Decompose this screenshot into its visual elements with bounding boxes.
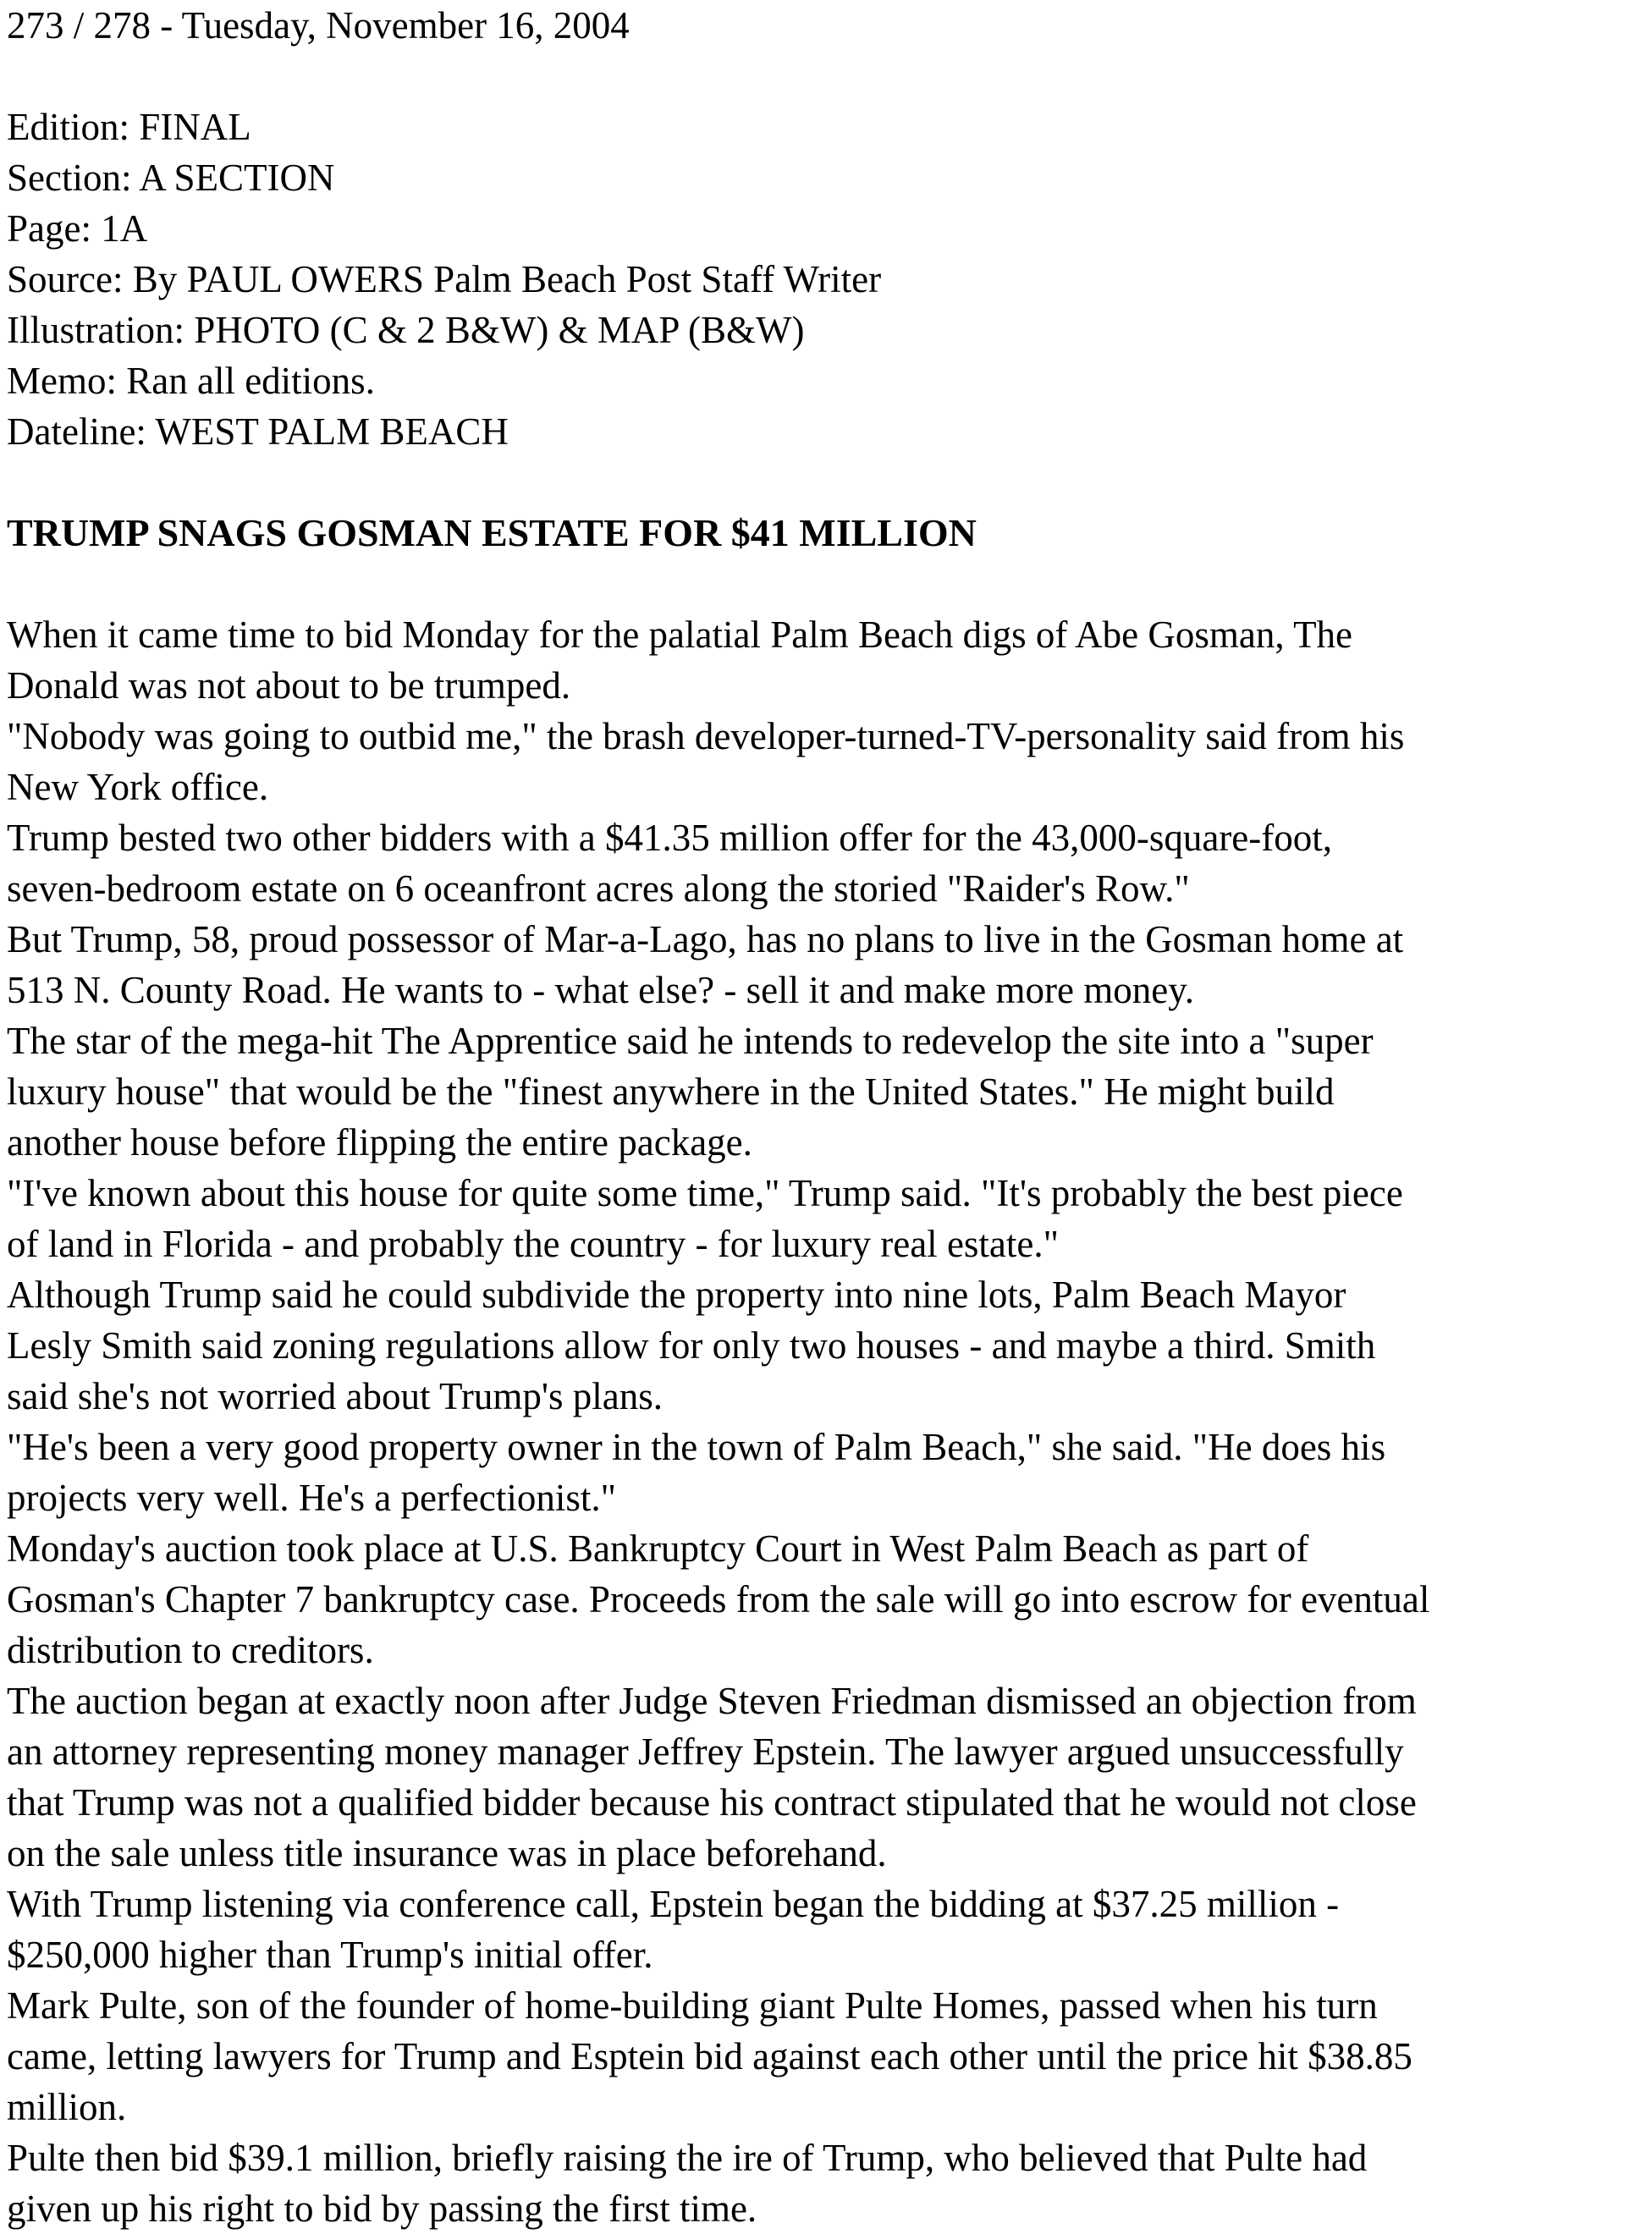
article-paragraph — [7, 609, 1649, 711]
article-paragraph — [7, 1980, 1649, 2132]
paragraph-line: given up his right to bid by passing the first time. — [7, 2187, 757, 2230]
paragraph-line: an attorney representing money manager Jeffrey Epstein. The lawyer argued unsuccessfully — [7, 1731, 1404, 1773]
article-paragraph — [7, 1523, 1649, 1676]
article-paragraph — [7, 711, 1649, 812]
paragraph-line: Monday's auction took place at U.S. Bankruptcy Court in West Palm Beach as part of — [7, 1527, 1309, 1570]
paragraph-line: distribution to creditors. — [7, 1629, 374, 1671]
paragraph-line: With Trump listening via conference call, Epstein began the bidding at $37.25 million - — [7, 1883, 1340, 1925]
paragraph-line: came, letting lawyers for Trump and Esptein bid against each other until the price hit $38.85 — [7, 2035, 1412, 2077]
paragraph-line: luxury house" that would be the "finest anywhere in the United States." He might build — [7, 1070, 1335, 1113]
paragraph-line: on the sale unless title insurance was in place beforehand. — [7, 1832, 887, 1874]
paragraph-line: Although Trump said he could subdivide the property into nine lots, Palm Beach Mayor — [7, 1274, 1346, 1316]
paragraph-line: that Trump was not a qualified bidder because his contract stipulated that he would not close — [7, 1781, 1417, 1824]
document-page — [7, 0, 1649, 2234]
paragraph-line: another house before flipping the entire package. — [7, 1121, 752, 1164]
section-line: Section: A SECTION — [7, 157, 335, 199]
paragraph-line: The star of the mega-hit The Apprentice said he intends to redevelop the site into a "super — [7, 1020, 1374, 1062]
article-paragraph — [7, 1168, 1649, 1269]
paragraph-line: $250,000 higher than Trump's initial offer. — [7, 1934, 653, 1976]
paragraph-line: When it came time to bid Monday for the palatial Palm Beach digs of Abe Gosman, The — [7, 614, 1353, 656]
article-paragraph — [7, 1015, 1649, 1168]
paragraph-line: Donald was not about to be trumped. — [7, 664, 571, 707]
article-paragraph — [7, 1422, 1649, 1523]
paragraph-line: "I've known about this house for quite some time," Trump said. "It's probably the best piece — [7, 1172, 1403, 1214]
article-paragraph — [7, 1269, 1649, 1422]
article-headline: TRUMP SNAGS GOSMAN ESTATE FOR $41 MILLION — [7, 511, 977, 554]
paragraph-line: But Trump, 58, proud possessor of Mar-a-Lago, has no plans to live in the Gosman home at — [7, 918, 1404, 960]
dateline-line: Dateline: WEST PALM BEACH — [7, 410, 509, 453]
paragraph-line: of land in Florida - and probably the country - for luxury real estate." — [7, 1223, 1059, 1265]
paragraph-line: Lesly Smith said zoning regulations allow for only two houses - and maybe a third. Smith — [7, 1324, 1376, 1367]
paragraph-line: New York office. — [7, 766, 269, 808]
paragraph-line: Trump bested two other bidders with a $41.35 million offer for the 43,000-square-foot, — [7, 817, 1332, 859]
paragraph-line: "He's been a very good property owner in the town of Palm Beach," she said. "He does his — [7, 1426, 1386, 1468]
paragraph-line: Mark Pulte, son of the founder of home-building giant Pulte Homes, passed when his turn — [7, 1984, 1378, 2027]
paragraph-line: The auction began at exactly noon after Judge Steven Friedman dismissed an objection from — [7, 1680, 1417, 1722]
illustration-line: Illustration: PHOTO (C & 2 B&W) & MAP (B&W) — [7, 309, 805, 351]
paragraph-line: Gosman's Chapter 7 bankruptcy case. Proceeds from the sale will go into escrow for eventual — [7, 1578, 1430, 1620]
paragraph-line: million. — [7, 2086, 127, 2128]
page-header: 273 / 278 - Tuesday, November 16, 2004 — [7, 4, 630, 47]
paragraph-line: 513 N. County Road. He wants to - what else? - sell it and make more money. — [7, 969, 1195, 1011]
memo-line: Memo: Ran all editions. — [7, 360, 375, 402]
paragraph-line: Pulte then bid $39.1 million, briefly raising the ire of Trump, who believed that Pulte had — [7, 2137, 1368, 2179]
paragraph-line: said she's not worried about Trump's plans. — [7, 1375, 663, 1417]
paragraph-line: projects very well. He's a perfectionist." — [7, 1477, 616, 1519]
article-paragraph — [7, 812, 1649, 914]
article-paragraph — [7, 2132, 1649, 2234]
article-body — [7, 609, 1649, 2234]
article-paragraph — [7, 1879, 1649, 1980]
source-line: Source: By PAUL OWERS Palm Beach Post Staff Writer — [7, 258, 882, 300]
paragraph-line: seven-bedroom estate on 6 oceanfront acres along the storied "Raider's Row." — [7, 867, 1190, 910]
edition-line: Edition: FINAL — [7, 106, 251, 148]
paragraph-line: "Nobody was going to outbid me," the brash developer-turned-TV-personality said from his — [7, 715, 1405, 757]
article-paragraph — [7, 1676, 1649, 1879]
article-metadata — [7, 102, 1649, 457]
article-paragraph — [7, 914, 1649, 1015]
page-line: Page: 1A — [7, 207, 148, 250]
